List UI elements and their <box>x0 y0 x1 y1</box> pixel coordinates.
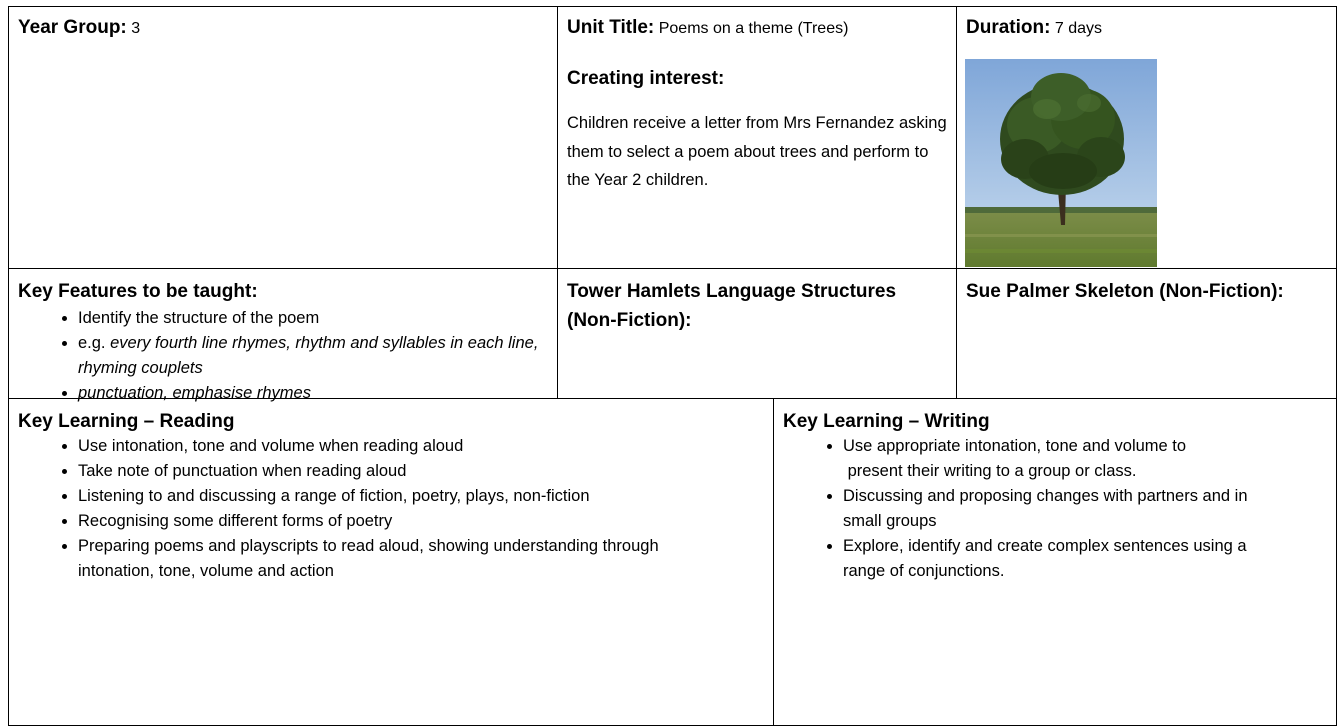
writing-list <box>783 434 1327 584</box>
key-features-list <box>18 306 548 406</box>
year-group-label: Year Group: <box>18 17 127 38</box>
list-item: • Preparing poems and playscripts to read aloud, showing understanding through intonation, tone, volume and action <box>78 534 764 584</box>
duration-label: Duration: <box>966 17 1051 38</box>
key-features-heading: Key Features to be taught: <box>18 281 258 302</box>
duration-cell <box>956 6 1337 269</box>
sue-palmer-cell <box>956 268 1337 399</box>
creating-interest-text: Children receive a letter from Mrs Fernandez asking them to select a poem about trees and perform to the Year 2 children. <box>567 114 947 189</box>
writing-cell <box>773 398 1337 726</box>
sue-palmer-heading: Sue Palmer Skeleton (Non-Fiction): <box>966 281 1284 302</box>
tower-hamlets-cell <box>557 268 957 399</box>
list-item: • Use intonation, tone and volume when reading aloud <box>78 434 764 459</box>
unit-title-cell <box>557 6 957 269</box>
creating-interest-heading: Creating interest: <box>567 68 725 89</box>
list-item: • Discussing and proposing changes with partners and in small groups <box>843 484 1327 534</box>
year-group-value: 3 <box>131 20 141 37</box>
reading-list <box>18 434 764 584</box>
tower-hamlets-heading: Tower Hamlets Language Structures (Non-Fiction): <box>567 281 897 331</box>
reading-heading: Key Learning – Reading <box>18 411 235 432</box>
list-item: • e.g. every fourth line rhymes, rhythm and syllables in each line, rhyming couplets <box>78 331 548 381</box>
reading-cell <box>8 398 774 726</box>
list-item: • Identify the structure of the poem <box>78 306 548 331</box>
year-group-cell <box>8 6 558 269</box>
year-group <box>18 15 548 42</box>
list-item: • Use appropriate intonation, tone and volume to present their writing to a group or class. <box>843 434 1327 484</box>
writing-heading: Key Learning – Writing <box>783 411 990 432</box>
list-item: • Listening to and discussing a range of fiction, poetry, plays, non-fiction <box>78 484 764 509</box>
duration <box>966 15 1327 42</box>
tree-photo <box>965 59 1157 267</box>
unit-title-value: Poems on a theme (Trees) <box>658 20 849 37</box>
list-item: • Recognising some different forms of poetry <box>78 509 764 534</box>
list-item: • punctuation, emphasise rhymes <box>78 381 548 406</box>
unit-title-label: Unit Title: <box>567 17 655 38</box>
duration-value: 7 days <box>1054 20 1103 37</box>
key-features-cell <box>8 268 558 402</box>
unit-title <box>567 15 947 42</box>
list-item: • Take note of punctuation when reading aloud <box>78 459 764 484</box>
list-item: • Explore, identify and create complex sentences using a range of conjunctions. <box>843 534 1327 584</box>
